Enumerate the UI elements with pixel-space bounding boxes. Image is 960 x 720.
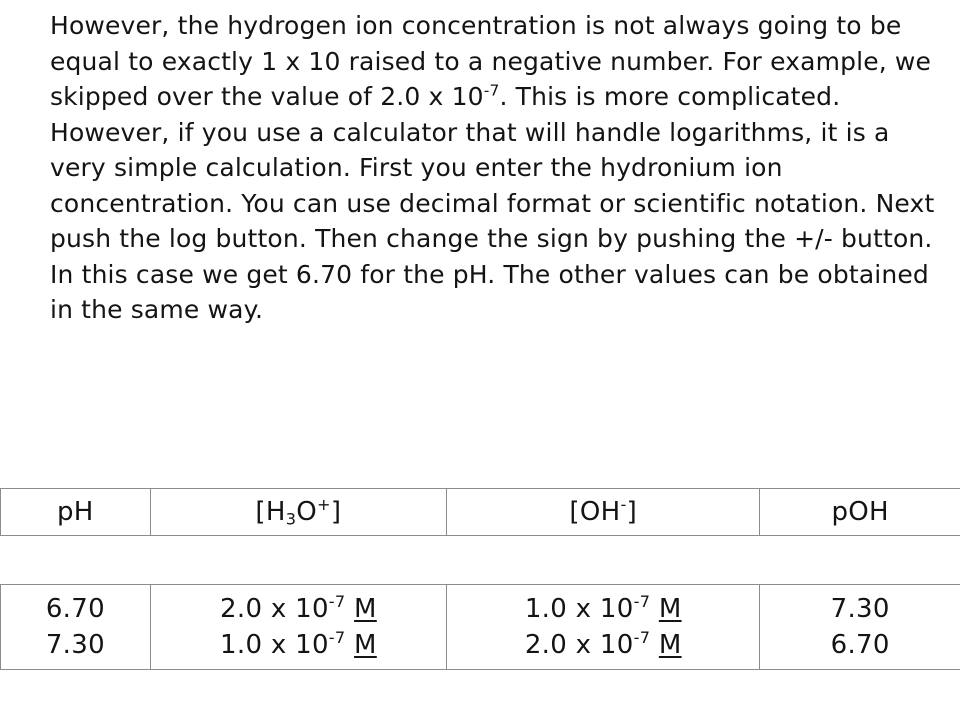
- hydroxide-value-2-exponent: -7: [633, 628, 651, 648]
- hydroxide-value-2-unit: M: [658, 630, 682, 660]
- hydroxide-value-1-unit: M: [658, 594, 682, 624]
- header-hydronium-o: O: [296, 497, 318, 527]
- header-hydroxide-close: ]: [626, 497, 638, 527]
- hydroxide-value-1-mantissa: 1.0 x 10: [524, 594, 634, 624]
- paragraph-text-start: However, the hydrogen ion concentration is not always going to be equal to exactly 1 x 10 raised to a negative number. For example, we skipped over the value of 2.0 x 10: [50, 11, 932, 111]
- header-hydronium: [150, 489, 446, 536]
- header-hydronium-charge: +: [317, 495, 331, 515]
- header-hydroxide-charge: -: [620, 495, 627, 515]
- paragraph-text-end: . This is more complicated. However, if you use a calculator that will handle logarithms, it is a very simple calculation. First you enter the hydronium ion concentration. You can use decimal format or scientific notation. Next push the log button. Then change the sign by pushing the +/- button. In this case we get 6.70 for the pH. The other values can be obtained in the same way.: [50, 82, 935, 324]
- ph-value-1: 6.70: [45, 594, 105, 624]
- hydronium-value-1-exponent: -7: [328, 592, 346, 612]
- header-hydronium-open: [H: [255, 497, 286, 527]
- hydroxide-values: [447, 585, 760, 670]
- header-ph: pH: [1, 489, 151, 536]
- paragraph-exponent: -7: [483, 81, 500, 100]
- table-header-row: [0, 488, 960, 536]
- poh-values: [760, 585, 960, 670]
- hydroxide-value-1: [447, 591, 759, 627]
- hydronium-value-2-exponent: -7: [328, 628, 346, 648]
- hydroxide-value-2: [447, 627, 759, 663]
- ph-value-2: 7.30: [45, 630, 105, 660]
- poh-value-2: 6.70: [830, 630, 890, 660]
- header-hydronium-subscript: 3: [285, 509, 297, 529]
- hydronium-values: [150, 585, 446, 670]
- header-hydroxide: [447, 489, 760, 536]
- header-hydronium-close: ]: [330, 497, 342, 527]
- hydronium-value-1-unit: M: [354, 594, 377, 624]
- hydronium-value-2: [151, 627, 446, 663]
- hydronium-value-1: [151, 591, 446, 627]
- hydronium-value-2-unit: M: [354, 630, 377, 660]
- header-hydroxide-open: [OH: [569, 497, 621, 527]
- hydroxide-value-1-exponent: -7: [633, 592, 651, 612]
- hydronium-value-2-mantissa: 1.0 x 10: [220, 630, 329, 660]
- hydroxide-value-2-mantissa: 2.0 x 10: [524, 630, 634, 660]
- table-values-row: [0, 584, 960, 670]
- explanation-paragraph: [50, 8, 950, 328]
- ph-values: [1, 585, 151, 670]
- hydronium-value-1-mantissa: 2.0 x 10: [220, 594, 329, 624]
- poh-value-1: 7.30: [830, 594, 890, 624]
- header-poh: pOH: [760, 489, 960, 536]
